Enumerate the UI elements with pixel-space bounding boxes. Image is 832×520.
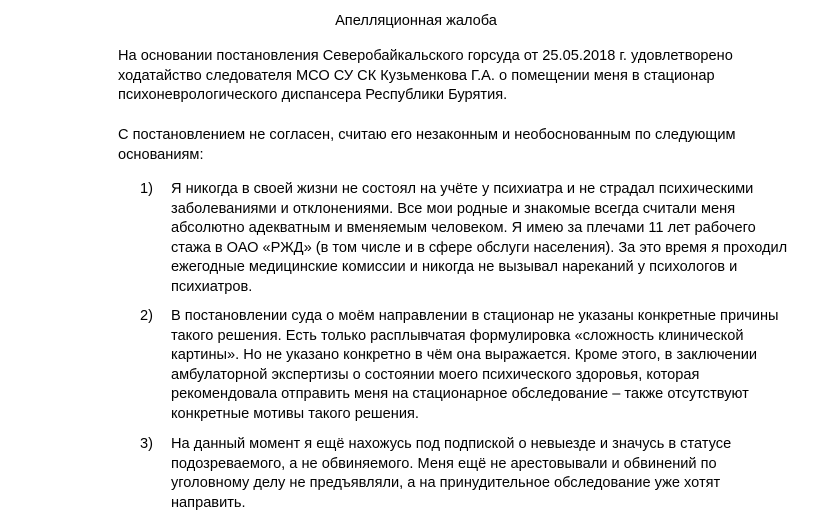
document-title: Апелляционная жалоба: [335, 13, 497, 29]
text-line: такого решения. Есть только расплывчатая формулировка «сложность клинической: [171, 327, 744, 344]
list-item-text: [171, 307, 821, 424]
text-line: рекомендовала отправить меня на стационарное обследование – также отсутствуют: [171, 386, 749, 402]
text-line: подозреваемого, а не обвиняемого. Меня ещё не арестовывали и обвинений по: [171, 455, 717, 472]
text-line: Я никогда в своей жизни не состоял на учёте у психиатра и не страдал психическими: [171, 181, 754, 197]
paragraph-disagreement: [118, 126, 818, 165]
list-number: 3): [140, 436, 153, 452]
list-item-text: [171, 180, 821, 297]
list-item-text: [171, 435, 821, 513]
text-line: конкретные мотивы такого решения.: [171, 405, 419, 422]
text-line: психоневрологического диспансера Республики Бурятия.: [118, 87, 508, 103]
list-number: 1): [140, 181, 153, 197]
text-line: абсолютно адекватным и вменяемым человеком. Я имею за плечами 11 лет рабочего: [171, 220, 756, 236]
text-line: уголовному делу не предъявляли, а на принудительное обследование уже хотят: [171, 475, 721, 491]
text-line: амбулаторной экспертизы о состоянии моего психического здоровья, которая: [171, 366, 700, 383]
text-line: ходатайство следователя МСО СУ СК Кузьменкова Г.А. о помещении меня в стационар: [118, 67, 715, 84]
text-line: На данный момент я ещё нахожусь под подпиской о невыезде и значусь в статусе: [171, 436, 732, 452]
text-line: основаниям:: [118, 146, 204, 163]
text-line: направить.: [171, 494, 246, 511]
text-line: ежегодные медицинские комиссии и никогда не вызывал нареканий у психологов и: [171, 259, 738, 275]
list-number: 2): [140, 308, 153, 324]
text-line: стажа в ОАО «РЖД» (в том числе и в сфере обслуги населения). За это время я проходил: [171, 239, 788, 256]
text-line: В постановлении суда о моём направлении в стационар не указаны конкретные причины: [171, 308, 779, 324]
text-line: На основании постановления Северобайкальского горсуда от 25.05.2018 г. удовлетворено: [118, 48, 733, 64]
paragraph-court-decision: [118, 47, 818, 106]
text-line: картины». Но не указано конкретно в чём она выражается. Кроме этого, в заключении: [171, 347, 758, 363]
text-line: С постановлением не согласен, считаю его незаконным и необоснованным по следующим: [118, 127, 736, 143]
text-line: психиатров.: [171, 278, 253, 295]
text-line: заболеваниями и отклонениями. Все мои родные и знакомые всегда считали меня: [171, 200, 736, 217]
